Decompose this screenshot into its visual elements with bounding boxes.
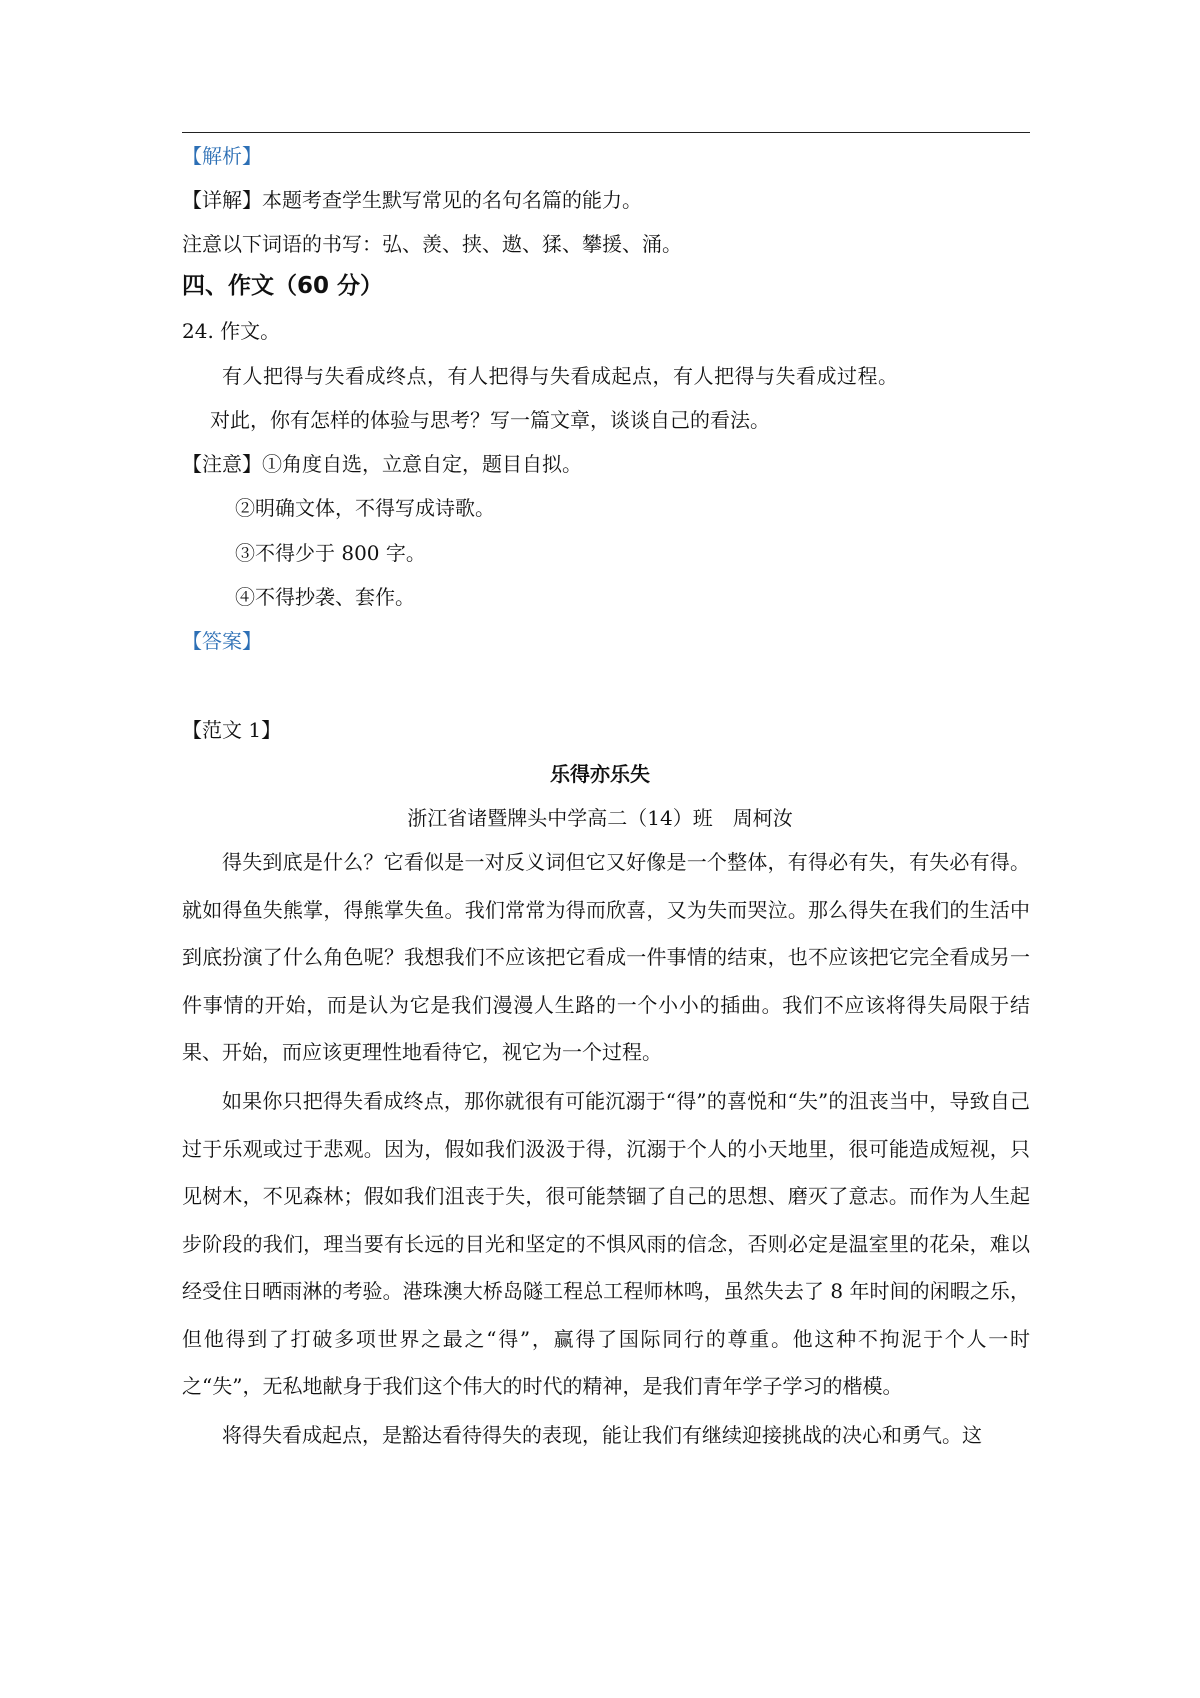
essay-paragraph-2: 如果你只把得失看成终点，那你就很有可能沉溺于“得”的喜悦和“失”的沮丧当中，导致自己过于乐观或过于悲观。因为，假如我们汲汲于得，沉溺于个人的小天地里，很可能造成短视，只见树木，不见森林；假如我们沮丧于失，很可能禁锢了自己的思想、磨灭了意志。而作为人生起步阶段的我们，理当要有长远的目光和坚定的不惧风雨的信念，否则必定是温室里的花朵，难以经受住日晒雨淋的考验。港珠澳大桥岛隧工程总工程师林鸣，虽然失去了 8 年时间的闲暇之乐，但他得到了打破多项世界之最之“得”，赢得了国际同行的尊重。他这种不拘泥于个人一时之“失”，无私地献身于我们这个伟大的时代的精神，是我们青年学子学习的楷模。 <box>182 1089 1030 1398</box>
essay-paragraph-3: 将得失看成起点，是豁达看待得失的表现，能让我们有继续迎接挑战的决心和勇气。这 <box>222 1423 982 1447</box>
note-item-1: 【注意】①角度自选，立意自定，题目自拟。 <box>182 452 582 476</box>
answer-label: 【答案】 <box>182 629 262 653</box>
prompt-line: 有人把得与失看成终点，有人把得与失看成起点，有人把得与失看成过程。 <box>222 364 899 388</box>
note-item-3: ③不得少于 800 字。 <box>235 541 426 565</box>
analysis-label: 【解析】 <box>182 144 262 168</box>
note-words-line: 注意以下词语的书写：弘、羡、挟、遨、猱、攀援、涌。 <box>182 232 682 256</box>
detail-line: 【详解】本题考查学生默写常见的名句名篇的能力。 <box>182 188 642 212</box>
question-number: 24. 作文。 <box>182 319 281 343</box>
note-item-2: ②明确文体，不得写成诗歌。 <box>235 496 495 520</box>
prompt-task: 对此，你有怎样的体验与思考？写一篇文章，谈谈自己的看法。 <box>210 408 770 432</box>
sample-label: 【范文 1】 <box>182 718 282 742</box>
note-item-4: ④不得抄袭、套作。 <box>235 585 415 609</box>
essay-paragraph-1: 得失到底是什么？它看似是一对反义词但它又好像是一个整体，有得必有失，有失必有得。就如得鱼失熊掌，得熊掌失鱼。我们常常为得而欣喜，又为失而哭泣。那么得失在我们的生活中到底扮演了什么角色呢？我想我们不应该把它看成一件事情的结束，也不应该把它完全看成另一件事情的开始，而是认为它是我们漫漫人生路的一个小小的插曲。我们不应该将得失局限于结果、开始，而应该更理性地看待它，视它为一个过程。 <box>182 850 1030 1064</box>
header-rule <box>182 132 1030 133</box>
essay-title: 乐得亦乐失 <box>550 762 650 786</box>
essay-author: 浙江省诸暨牌头中学高二（14）班 周柯汝 <box>407 806 793 830</box>
section-heading: 四、作文（60 分） <box>182 273 384 299</box>
